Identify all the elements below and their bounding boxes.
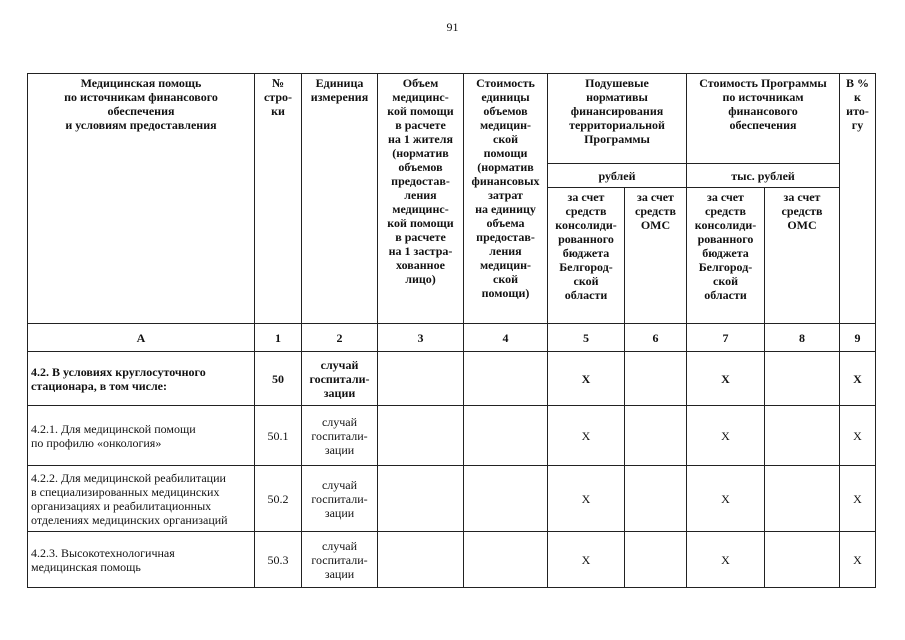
index-cell-5: 5 — [548, 324, 625, 352]
row-cell-4 — [464, 532, 548, 588]
index-cell-4: 4 — [464, 324, 548, 352]
row-cell-6 — [625, 406, 687, 466]
row-unit: случай госпитали- зации — [302, 352, 378, 406]
index-cell-3: 3 — [378, 324, 464, 352]
row-cell-6 — [625, 532, 687, 588]
page-number: 91 — [446, 20, 459, 34]
row-cell-4 — [464, 406, 548, 466]
index-cell-a: А — [28, 324, 255, 352]
header-col-7: за счет средств консолиди- рованного бюджета Белгород- ской области — [687, 188, 765, 324]
row-cell-4 — [464, 352, 548, 406]
row-cell-5: X — [548, 352, 625, 406]
row-name: 4.2.2. Для медицинской реабилитации в специализированных медицинских организациях и реабилитационных отделениях медицинских организаций — [28, 466, 255, 532]
row-name: 4.2. В условиях круглосуточного стационара, в том числе: — [28, 352, 255, 406]
header-col-8: за счет средств ОМС — [765, 188, 840, 324]
index-cell-8: 8 — [765, 324, 840, 352]
row-cell-7: X — [687, 352, 765, 406]
row-cell-6 — [625, 466, 687, 532]
index-cell-7: 7 — [687, 324, 765, 352]
header-col-5: за счет средств консолиди- рованного бюджета Белгород- ской области — [548, 188, 625, 324]
row-cell-8 — [765, 532, 840, 588]
row-number: 50.3 — [255, 532, 302, 588]
row-cell-9: X — [840, 466, 876, 532]
row-cell-5: X — [548, 532, 625, 588]
row-name: 4.2.1. Для медицинской помощи по профилю «онкология» — [28, 406, 255, 466]
header-col-2: Единица измерения — [302, 74, 378, 324]
table-row — [28, 532, 876, 588]
funding-table — [27, 73, 876, 588]
row-name: 4.2.3. Высокотехнологичная медицинская помощь — [28, 532, 255, 588]
index-cell-1: 1 — [255, 324, 302, 352]
row-unit: случай госпитали- зации — [302, 466, 378, 532]
row-cell-9: X — [840, 406, 876, 466]
row-cell-8 — [765, 406, 840, 466]
row-cell-6 — [625, 352, 687, 406]
row-cell-7: X — [687, 406, 765, 466]
row-number: 50.2 — [255, 466, 302, 532]
row-unit: случай госпитали- зации — [302, 406, 378, 466]
table-row — [28, 406, 876, 466]
header-col-a: Медицинская помощь по источникам финансового обеспечения и условиям предоставления — [28, 74, 255, 324]
index-cell-6: 6 — [625, 324, 687, 352]
header-col-6: за счет средств ОМС — [625, 188, 687, 324]
row-cell-7: X — [687, 532, 765, 588]
row-unit: случай госпитали- зации — [302, 532, 378, 588]
row-cell-5: X — [548, 406, 625, 466]
row-cell-9: X — [840, 352, 876, 406]
row-cell-4 — [464, 466, 548, 532]
header-col-9: В % к ито- гу — [840, 74, 876, 324]
row-cell-7: X — [687, 466, 765, 532]
row-cell-5: X — [548, 466, 625, 532]
table-row — [28, 466, 876, 532]
row-cell-3 — [378, 352, 464, 406]
header-group-per-capita: Подушевые нормативы финансирования территориальной Программы — [548, 74, 687, 164]
header-group-program-cost: Стоимость Программы по источникам финансового обеспечения — [687, 74, 840, 164]
table-row — [28, 352, 876, 406]
row-cell-3 — [378, 532, 464, 588]
header-col-3: Объем медицинс- кой помощи в расчете на 1 жителя (норматив объемов предостав- ления медицинс- кой помощи в расчете на 1 застра- хованное лицо) — [378, 74, 464, 324]
header-col-1: № стро- ки — [255, 74, 302, 324]
row-cell-3 — [378, 406, 464, 466]
row-cell-8 — [765, 352, 840, 406]
index-cell-9: 9 — [840, 324, 876, 352]
row-cell-8 — [765, 466, 840, 532]
index-cell-2: 2 — [302, 324, 378, 352]
header-unit-thousand-rubles: тыс. рублей — [687, 164, 840, 188]
header-unit-rubles: рублей — [548, 164, 687, 188]
header-col-4: Стоимость единицы объемов медицин- ской помощи (норматив финансовых затрат на единицу объема предостав- ления медицин- ской помощи) — [464, 74, 548, 324]
row-cell-3 — [378, 466, 464, 532]
row-cell-9: X — [840, 532, 876, 588]
row-number: 50 — [255, 352, 302, 406]
row-number: 50.1 — [255, 406, 302, 466]
